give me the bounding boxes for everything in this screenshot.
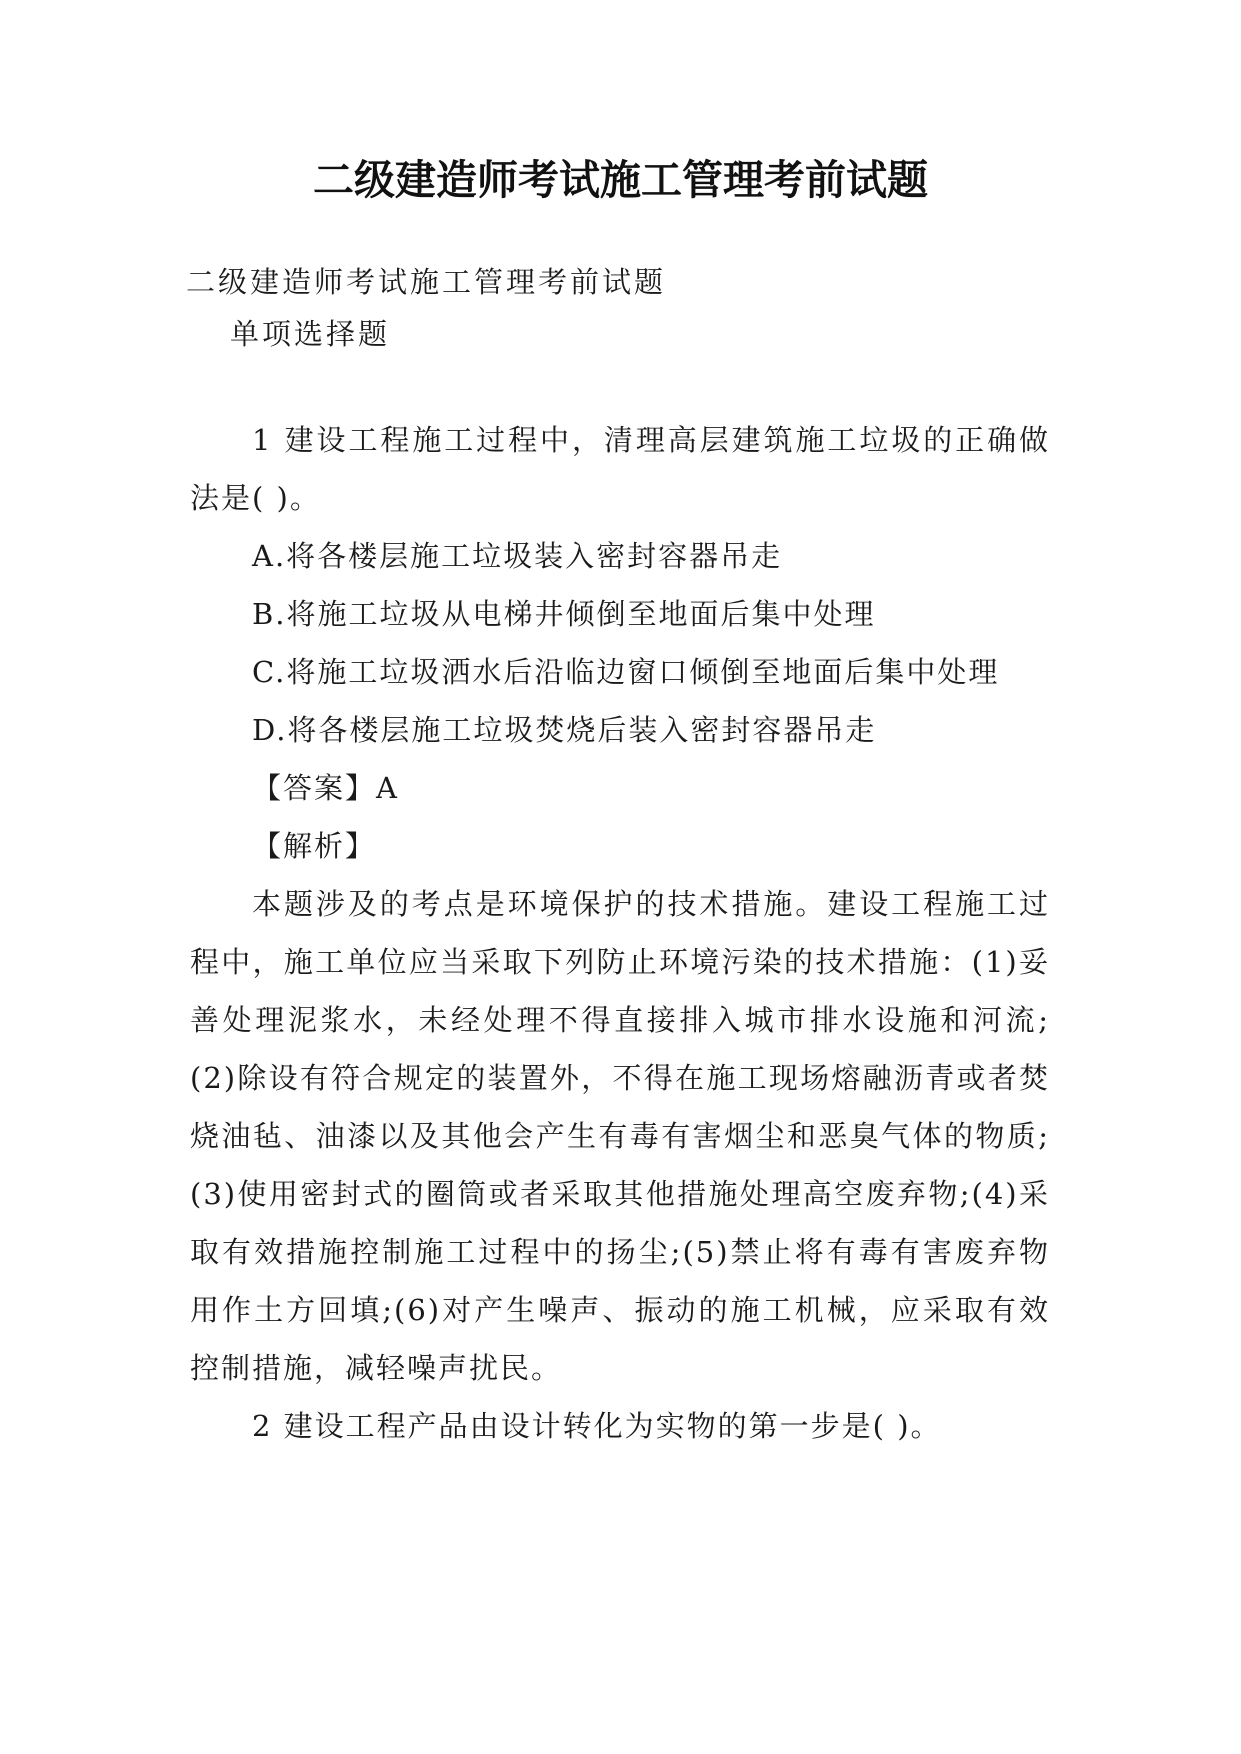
question-1-option-d: D.将各楼层施工垃圾焚烧后装入密封容器吊走	[252, 713, 877, 747]
question-1-analysis-label: 【解析】	[252, 829, 377, 863]
document-subtitle: 二级建造师考试施工管理考前试题	[186, 265, 667, 299]
question-1-option-c: C.将施工垃圾洒水后沿临边窗口倾倒至地面后集中处理	[252, 655, 1000, 689]
document-title: 二级建造师考试施工管理考前试题	[313, 156, 928, 204]
question-1-option-a: A.将各楼层施工垃圾装入密封容器吊走	[252, 539, 783, 573]
question-1-stem: 1 建设工程施工过程中，清理高层建筑施工垃圾的正确做法是( )。	[190, 423, 1050, 515]
section-heading: 单项选择题	[230, 317, 391, 351]
question-2-stem: 2 建设工程产品由设计转化为实物的第一步是( )。	[252, 1409, 942, 1443]
question-1-block	[190, 411, 1050, 1455]
question-1-answer: 【答案】A	[252, 771, 399, 805]
question-1-analysis: 本题涉及的考点是环境保护的技术措施。建设工程施工过程中，施工单位应当采取下列防止环境污染的技术措施：(1)妥善处理泥浆水，未经处理不得直接排入城市排水设施和河流;(2)除设有符合规定的装置外，不得在施工现场熔融沥青或者焚烧油毡、油漆以及其他会产生有毒有害烟尘和恶臭气体的物质;(3)使用密封式的圈筒或者采取其他措施处理高空废弃物;(4)采取有效措施控制施工过程中的扬尘;(5)禁止将有毒有害废弃物用作土方回填;(6)对产生噪声、振动的施工机械，应采取有效控制措施，减轻噪声扰民。	[190, 887, 1050, 1385]
question-1-option-b: B.将施工垃圾从电梯井倾倒至地面后集中处理	[252, 597, 876, 631]
